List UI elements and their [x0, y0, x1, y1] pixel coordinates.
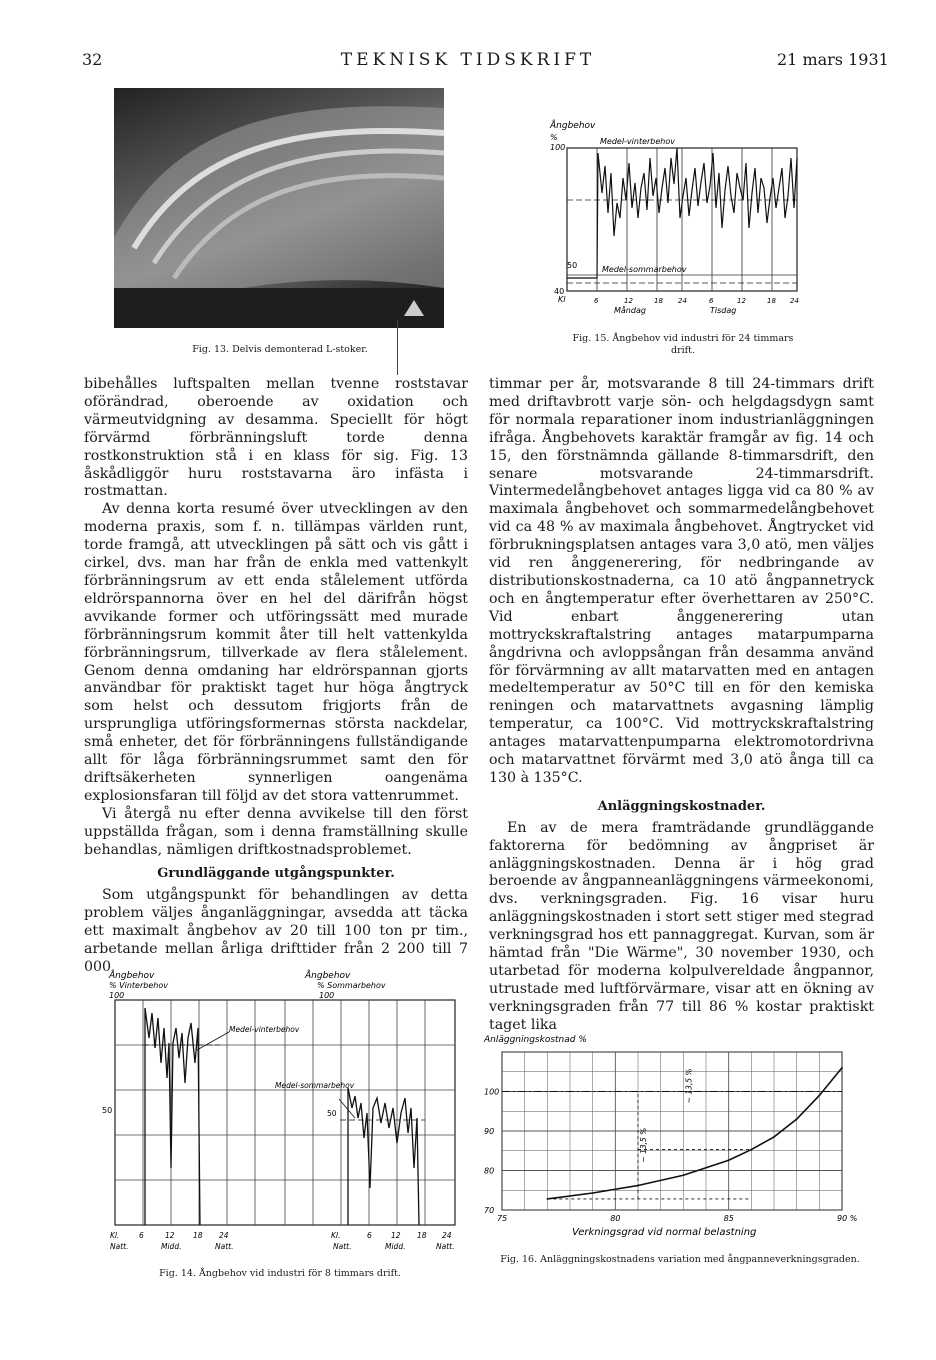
fig15-chart: [540, 118, 810, 323]
fig16-curve: [547, 1068, 842, 1199]
fig14-tick: 6: [139, 1231, 144, 1240]
fig15-y50: 50: [567, 261, 578, 270]
fig15-day2: Tisdag: [710, 306, 737, 315]
fig14-midd: Midd.: [385, 1242, 406, 1251]
fig14-natt: Natt.: [110, 1242, 129, 1251]
fig16-point: [841, 1067, 843, 1069]
fig14-unit-summer: % Sommarbehov: [317, 981, 386, 990]
fig16-point: [796, 1118, 798, 1120]
fig14-ytop: 100: [109, 991, 125, 1000]
fig15-y40: 40: [554, 287, 565, 296]
fig14-caption: Fig. 14. Ångbehov vid industri för 8 timmars drift.: [159, 1268, 401, 1279]
fig15-yunit: %: [550, 133, 558, 142]
fig14-tick: 24: [219, 1231, 229, 1240]
fig16-point: [683, 1174, 685, 1176]
fig15-tick: 18: [767, 297, 776, 305]
fig16-xtick: 90 %: [837, 1214, 858, 1223]
fig15-ytitle: Ångbehov: [550, 121, 596, 131]
fig14-medel-vinter: Medel-vinterbehov: [229, 1025, 300, 1034]
fig16-xtick: 85: [723, 1214, 734, 1223]
fig14-ytop2: 100: [319, 991, 335, 1000]
fig15-tick: 24: [678, 297, 687, 305]
fig14-tick: 12: [165, 1231, 175, 1240]
fig14-natt: Natt.: [333, 1242, 352, 1251]
fig16-point: [547, 1198, 549, 1200]
fig15-tick: 18: [654, 297, 663, 305]
fig14-medel-sommar: Medel-sommarbehov: [275, 1081, 355, 1090]
fig16-point: [773, 1136, 775, 1138]
fig14-ytitle: Ångbehov: [109, 971, 155, 981]
paragraph: En av de mera framträdande grundläggande faktorerna för bedömning av ångpriset är anläggningskostnaden. Denna är i hög grad beroende av ångpanneanläggningens värmeekonomi, dvs. verkningsgraden. Fig. 16 visar huru anläggningskostnaden i stort sett stiger med stegrad verkningsgrad hos ett pannaggregat. Kurvan, som är hämtad från "Die Wärme", 30 november 1930, och utarbetad för moderna kolpulvereldade ångpannor, utrustade med luftförvärmare, visar att en ökning av verkningsgraden från 77 till 86 % kostar praktiskt taget lika: [489, 819, 874, 1033]
issue-date: 21 mars 1931: [777, 50, 889, 69]
fig16-xlabel: Verkningsgrad vid normal belastning: [572, 1227, 757, 1238]
fig15-day1: Måndag: [614, 306, 646, 315]
fig16-ylabel: Anläggningskostnad %: [484, 1035, 587, 1045]
paragraph: bibehålles luftspalten mellan tvenne roststavar oförändrad, oberoende av oxidation och värmeutvidgning av desamma. Speciellt för högt förvärmd förbränningsluft torde denna rostkonstruktion stå i en klass för sig. Fig. 13 åskådliggör huru roststavarna äro infästa i rostmattan.: [84, 376, 468, 500]
fig15-ytop: 100: [550, 143, 566, 152]
fig13-caption: Fig. 13. Delvis demonterad L-stoker.: [192, 344, 368, 355]
fig14-unit-winter: % Vinterbehov: [109, 981, 168, 990]
fig15-summer-label: Medel-sommarbehov: [602, 265, 687, 274]
fig15-tick: 6: [709, 297, 714, 305]
fig14-kl: Kl.: [110, 1231, 120, 1240]
fig14-ytitle2: Ångbehov: [305, 971, 351, 981]
fig16-chart: [482, 1030, 862, 1245]
fig14-midd: Midd.: [161, 1242, 182, 1251]
fig16-xtick: 75: [497, 1214, 508, 1223]
fig16-ytick: 90: [484, 1127, 495, 1136]
fig14-tick: 18: [193, 1231, 203, 1240]
journal-title: TEKNISK TIDSKRIFT: [340, 50, 596, 70]
left-column: [84, 376, 468, 977]
fig14-tick: 18: [417, 1231, 427, 1240]
fig16-point: [819, 1095, 821, 1097]
section-heading: Grundläggande utgångspunkter.: [157, 866, 395, 882]
fig16-annotation: ~ 13,5 %: [684, 1068, 694, 1104]
fig16-point: [751, 1149, 753, 1151]
fig14-tick: 12: [391, 1231, 401, 1240]
fig14-natt2: Natt.: [436, 1242, 455, 1251]
fig14-tick: 24: [442, 1231, 452, 1240]
fig14-chart: [102, 968, 465, 1258]
stoker-photo: [114, 88, 444, 328]
fig16-ytick: 100: [484, 1087, 500, 1097]
fig15-tick: 6: [594, 297, 599, 305]
fig15-caption: Fig. 15. Ångbehov vid industri för 24 timmars drift.: [572, 333, 794, 356]
fig16-point: [592, 1192, 594, 1194]
right-column: [489, 376, 874, 1035]
fig14-natt2: Natt.: [215, 1242, 234, 1251]
fig14-tick: 6: [367, 1231, 372, 1240]
paragraph: Av denna korta resumé över utvecklingen av den moderna praxis, som f. n. tillämpas världen runt, torde framgå, att utvecklingen på sätt och vis gått i cirkel, dvs. man har från de enkla med vattenkylt förbränningsrum av ett enda stålelement utförda eldrörspannorna över en hel del därifrån högst avvikande former och utföringssätt med murade förbränningsrum kommit åter till helt vattenkylda förbränningsrum, tillverkade av flera stålelement. Genom denna omdaning har eldrörspannan gjorts användbar för praktiskt taget hur höga ångtryck som helst och dessutom frigjorts från de ursprungliga utföringsformernas största nackdelar, små enheter, det för förbränningens fullständigande allt för låga förbränningsrummet samt den för driftsäkerheten synnerligen oangenäma explosionsfaran till följd av det stora vattenrummet.: [84, 501, 468, 804]
fig15-tick: 12: [624, 297, 633, 305]
fig15-kl: Kl: [558, 295, 566, 304]
fig16-annotation: ~ 13,5 %: [639, 1127, 648, 1163]
fig16-xtick: 80: [610, 1214, 621, 1223]
fig16-point: [637, 1185, 639, 1187]
paragraph: timmar per år, motsvarande 8 till 24-timmars drift med driftavbrott varje sön- och helgdagsdygn samt för normala reparationer inom industrianläggningen ifråga. Ångbehovets karaktär framgår av fig. 14 och 15, den förstnämnda gällande 8-timmarsdrift, den senare motsvarande 24-timmarsdrift. Vintermedelångbehovet antages ligga vid ca 80 % av maximala ångbehovet och sommarmedelångbehovet vid ca 48 % av maximala ångbehovet. Ångtrycket vid förbrukningsplatsen antages vara 3,0 atö, men väljes vid ren ånggenerering, för nedbringande av distributionskostnaderna, ca 10 atö ångpannetryck och en ångtemperatur efter överhettaren av 250°C. Vid enbart ånggenerering utan mottryckskraftalstring antages matarpumparna ångdrivna och avloppsångan från desamma använd för förvärmning av allt matarvatten med en antagen medeltemperatur av 50°C till en för den kemiska reningen och matarvattnets avgasning lämplig temperatur, ca 100°C. Vid mottryckskraftalstring antages matarvattenpumparna elektromotordrivna och matarvattnet förvärmt med 3,0 atö ånga till ca 130 à 135°C.: [489, 376, 874, 786]
fig16-ytick: 80: [484, 1166, 495, 1176]
paragraph: Vi återgå nu efter denna avvikelse till den först uppställda frågan, som i denna framställning skulle behandlas, nämligen driftkostnadsproblemet.: [84, 805, 468, 858]
fig14-val50: 50: [327, 1109, 337, 1118]
fig14-y50: 50: [102, 1106, 113, 1115]
fig16-point: [728, 1159, 730, 1161]
fig16-ytick: 70: [484, 1206, 495, 1215]
page-number: 32: [82, 50, 103, 69]
section-heading: Anläggningskostnader.: [597, 798, 766, 814]
paragraph: Som utgångspunkt för behandlingen av detta problem väljes ånganläggningar, avsedda att täcka ett maximalt ångbehov av 20 till 100 ton pr tim., arbetande mellan årliga drifttider från 2 200 till 7 000: [84, 887, 468, 975]
fig15-tick: 24: [790, 297, 799, 305]
fig15-winter-label: Medel-vinterbehov: [600, 137, 676, 146]
fig16-caption: Fig. 16. Anläggningskostnadens variation med ångpanneverkningsgraden.: [500, 1254, 860, 1265]
fig14-kl: Kl.: [331, 1231, 341, 1240]
fig15-tick: 12: [737, 297, 746, 305]
